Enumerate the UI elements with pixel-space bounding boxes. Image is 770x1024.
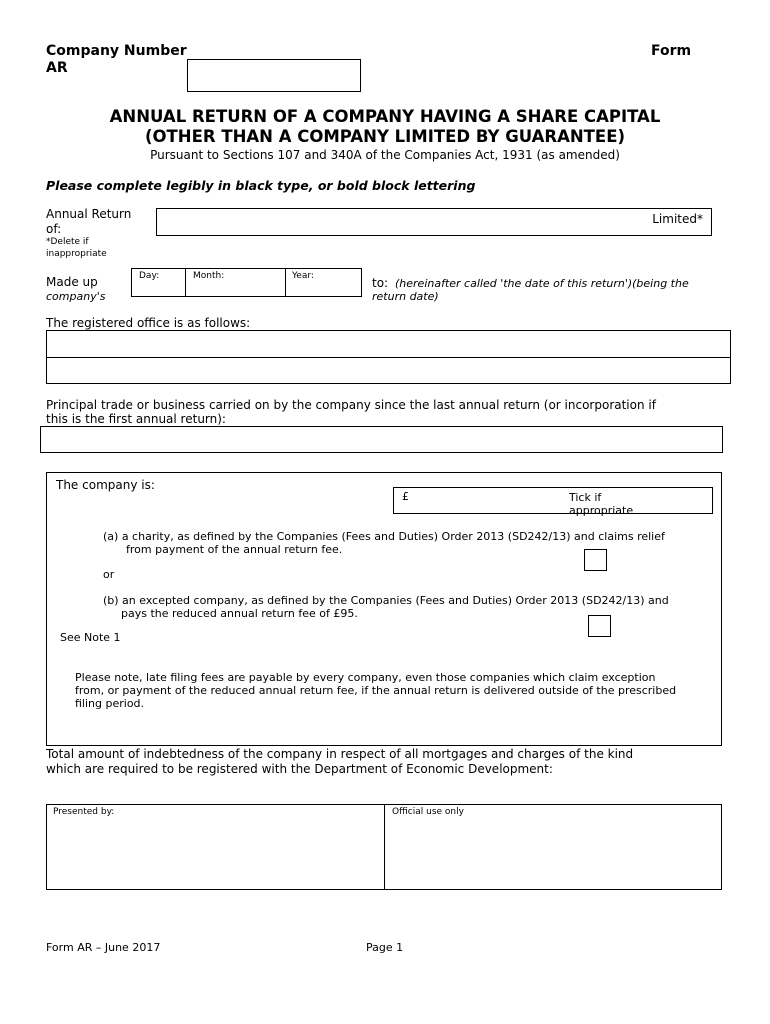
excepted-company-checkbox[interactable] <box>588 615 611 637</box>
to-note-line2: return date) <box>372 290 439 303</box>
tick-if-label: Tick if <box>569 491 602 504</box>
currency-symbol: £ <box>402 490 409 503</box>
delete-note-2: inappropriate <box>46 249 107 259</box>
charity-checkbox[interactable] <box>584 549 607 571</box>
registered-office-label: The registered office is as follows: <box>46 316 251 330</box>
principal-trade-label: Principal trade or business carried on by the company since the last annual return (or incorporation if <box>46 398 656 412</box>
option-b-text: (b) an excepted company, as defined by the Companies (Fees and Duties) Order 2013 (SD242/13) and <box>103 594 669 607</box>
made-up-company-label: company's <box>46 290 106 303</box>
form-subtitle: Pursuant to Sections 107 and 340A of the Companies Act, 1931 (as amended) <box>150 148 620 162</box>
form-title-line2: (OTHER THAN A COMPANY LIMITED BY GUARANTEE) <box>144 127 626 146</box>
annual-return-label-of: of: <box>46 222 62 236</box>
company-name-field[interactable] <box>156 208 712 236</box>
month-field[interactable] <box>186 269 286 296</box>
presented-by-box[interactable] <box>46 804 385 890</box>
see-note-text: See Note 1 <box>60 631 121 644</box>
late-fee-note-2: from, or payment of the reduced annual return fee, if the annual return is delivered outside of the prescribed <box>75 684 677 697</box>
company-is-label: The company is: <box>56 478 155 492</box>
late-fee-note-1: Please note, late filing fees are payable by every company, even those companies which claim exception <box>75 671 656 684</box>
or-text: or <box>103 568 115 581</box>
registered-office-line1[interactable] <box>46 330 731 358</box>
form-label: Form <box>651 43 692 59</box>
to-label: to: <box>372 276 389 290</box>
official-use-label: Official use only <box>392 807 464 817</box>
month-label: Month: <box>193 271 225 281</box>
tick-appropriate-label: appropriate <box>569 504 634 517</box>
fee-amount-field[interactable] <box>393 487 713 517</box>
made-up-label: Made up <box>46 275 98 289</box>
year-field[interactable] <box>286 269 360 296</box>
footer-form-date: Form AR – June 2017 <box>46 941 161 954</box>
option-a-text-2: from payment of the annual return fee. <box>126 543 343 556</box>
year-label: Year: <box>292 271 314 281</box>
company-status-section <box>46 472 722 746</box>
registered-office-line2[interactable] <box>46 357 731 384</box>
footer-page-number: Page 1 <box>366 941 404 954</box>
company-number-field[interactable] <box>187 59 361 92</box>
late-fee-note-3: filing period. <box>75 697 145 710</box>
day-field[interactable] <box>132 269 186 296</box>
principal-trade-label-2: this is the first annual return): <box>46 412 226 426</box>
form-code: AR <box>46 60 68 76</box>
option-a-text: (a) a charity, as defined by the Companies (Fees and Duties) Order 2013 (SD242/13) and claims relief <box>103 530 665 543</box>
indebtedness-text-1: Total amount of indebtedness of the company in respect of all mortgages and charges of the kind <box>46 747 634 761</box>
company-number-label: Company Number <box>46 43 187 59</box>
form-title-line1: ANNUAL RETURN OF A COMPANY HAVING A SHARE CAPITAL <box>109 107 661 126</box>
principal-trade-field[interactable] <box>40 426 723 453</box>
to-note-line1: (hereinafter called 'the date of this return')(being the <box>395 277 689 290</box>
presented-by-label: Presented by: <box>53 807 115 817</box>
delete-note: *Delete if <box>46 237 89 247</box>
day-label: Day: <box>139 271 160 281</box>
official-use-box <box>384 804 722 890</box>
instruction-text: Please complete legibly in black type, or bold block lettering <box>46 178 476 193</box>
indebtedness-text-2: which are required to be registered with the Department of Economic Development: <box>46 762 553 776</box>
annual-return-label: Annual Return <box>46 207 132 221</box>
limited-suffix: Limited* <box>652 212 703 226</box>
option-b-text-2: pays the reduced annual return fee of £95. <box>121 607 358 620</box>
date-fields <box>131 268 362 297</box>
